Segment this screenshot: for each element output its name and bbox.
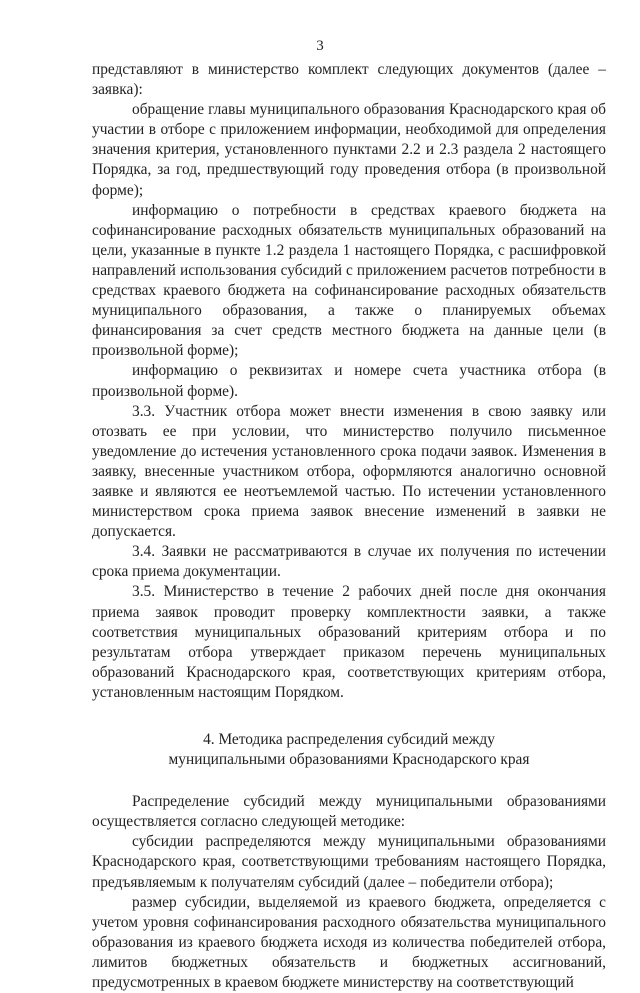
document-section-part2 <box>92 792 606 993</box>
document-body <box>92 60 606 993</box>
paragraph: 3.4. Заявки не рассматриваются в случае их получения по истечении срока приема документации. <box>92 543 606 581</box>
section-heading <box>92 730 606 770</box>
page-number: 3 <box>316 38 324 54</box>
paragraph: 3.5. Министерство в течение 2 рабочих дней после дня окончания приема заявок проводит проверку комплектности заявки, а также соответствия муниципальных образований критериям отбора и по результатам отбора утверждает приказом перечень муниципальных образований Краснодарского края, соответствующих критериям отбора, установленным настоящим Порядком. <box>92 583 606 701</box>
paragraph: информацию о потребности в средствах краевого бюджета на софинансирование расходных обязательств муниципальных образований на цели, указанные в пункте 1.2 раздела 1 настоящего Порядка, с расшифровкой направлений использования субсидий с приложением расчетов потребности в средствах краевого бюджета на софинансирование расходных обязательств муниципального образования, а также о планируемых объемах финансирования за счет средств местного бюджета на данные цели (в произвольной форме); <box>92 201 606 360</box>
spacer <box>92 770 606 792</box>
spacer <box>92 703 606 730</box>
paragraph: Распределение субсидий между муниципальными образованиями осуществляется согласно следующей методике: <box>92 793 606 831</box>
section-heading-line1: 4. Методика распределения субсидий между <box>203 731 495 748</box>
section-heading-line2: муниципальными образованиями Краснодарского края <box>168 751 530 769</box>
paragraph: 3.3. Участник отбора может внести изменения в свою заявку или отозвать ее при условии, что министерство получило письменное уведомление до истечения установленного срока подачи заявок. Изменения в заявку, внесенные участником отбора, оформляются аналогично основной заявке и являются ее неотъемлемой частью. По истечении установленного министерством срока приема заявок внесение изменений в заявки не допускается. <box>92 402 606 541</box>
document-section-part1 <box>92 60 606 703</box>
paragraph: субсидии распределяются между муниципальными образованиями Краснодарского края, соответствующими требованиям настоящего Порядка, предъявляемым к получателям субсидий (далее – победители отбора); <box>92 833 606 891</box>
paragraph: размер субсидии, выделяемой из краевого бюджета, определяется с учетом уровня софинансирования расходного обязательства муниципального образования из краевого бюджета исходя из количества победителей отбора, лимитов бюджетных обязательств и бюджетных ассигнований, предусмотренных в краевом бюджете министерству на соответствующий <box>92 893 606 992</box>
paragraph: обращение главы муниципального образования Краснодарского края об участии в отборе с приложением информации, необходимой для определения значения критерия, установленного пунктами 2.2 и 2.3 раздела 2 настоящего Порядка, за год, предшествующий году проведения отбора (в произвольной форме); <box>92 101 606 199</box>
paragraph: информацию о реквизитах и номере счета участника отбора (в произвольной форме). <box>92 362 606 400</box>
paragraph: представляют в министерство комплект следующих документов (далее – заявка): <box>92 61 606 99</box>
